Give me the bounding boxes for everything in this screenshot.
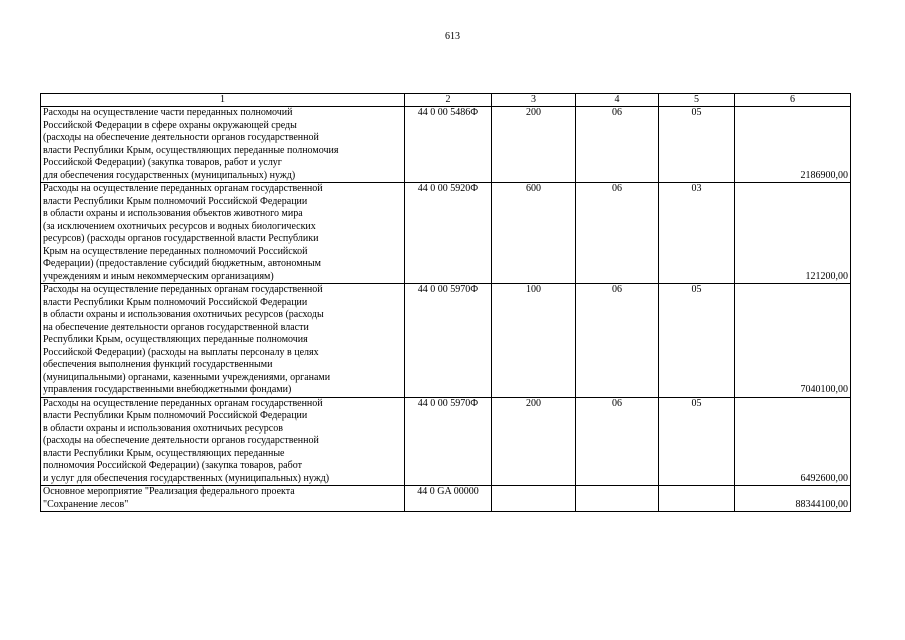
- row-description: [41, 486, 405, 512]
- description-line: для обеспечения государственных (муниципальных) нужд): [43, 169, 296, 181]
- description-line: и услуг для обеспечения государственных (муниципальных) нужд): [43, 472, 330, 484]
- row-code: 44 0 GA 00000: [405, 486, 492, 512]
- row-col5: 05: [659, 397, 735, 486]
- row-amount: 2186900,00: [735, 107, 851, 183]
- description-line: управления государственными внебюджетными фондами): [43, 384, 292, 395]
- row-description: [41, 284, 405, 398]
- description-line: Основное мероприятие "Реализация федерального проекта: [43, 486, 295, 497]
- table-row: [41, 284, 851, 398]
- description-line: Расходы на осуществление переданных органам государственной: [43, 397, 323, 409]
- description-line: Республики Крым, осуществляющих переданные полномочия: [43, 334, 308, 345]
- budget-table-body: [41, 94, 851, 512]
- description-line: Расходы на осуществление переданных органам государственной: [43, 183, 323, 194]
- row-col5: [659, 486, 735, 512]
- description-line: обеспечения выполнения функций государственными: [43, 359, 273, 370]
- description-line: "Сохранение лесов": [43, 498, 129, 510]
- description-line: (муниципальными) органами, казенными учреждениями, органами: [43, 371, 331, 383]
- table-row: [41, 486, 851, 512]
- row-col4: 06: [576, 397, 659, 486]
- row-amount: 7040100,00: [735, 284, 851, 398]
- description-line: Федерации) (предоставление субсидий бюджетным, автономным: [43, 258, 321, 269]
- description-line: ресурсов) (расходы органов государственной власти Республики: [43, 233, 319, 244]
- description-line: учреждениям и иным некоммерческим организациям): [43, 270, 274, 282]
- description-line: власти Республики Крым, осуществляющих переданные: [43, 447, 285, 459]
- description-line: Крым на осуществление переданных полномочий Российской: [43, 245, 308, 257]
- row-amount: 6492600,00: [735, 397, 851, 486]
- row-amount: 121200,00: [735, 183, 851, 284]
- row-col4: 06: [576, 284, 659, 398]
- row-code: 44 0 00 5920Ф: [405, 183, 492, 284]
- description-line: Расходы на осуществление части переданных полномочий: [43, 107, 293, 118]
- row-description: [41, 107, 405, 183]
- row-description: [41, 397, 405, 486]
- row-col4: 06: [576, 183, 659, 284]
- description-line: (расходы на обеспечение деятельности органов государственной: [43, 435, 319, 446]
- header-cell-4: 4: [576, 94, 659, 107]
- description-line: на обеспечение деятельности органов государственной власти: [43, 321, 309, 333]
- row-col3: [492, 486, 576, 512]
- description-line: власти Республики Крым, осуществляющих переданные полномочия: [43, 144, 339, 156]
- row-col4: [576, 486, 659, 512]
- row-description: [41, 183, 405, 284]
- budget-table: [40, 93, 851, 512]
- table-row: [41, 397, 851, 486]
- table-row: [41, 107, 851, 183]
- row-col3: 100: [492, 284, 576, 398]
- description-line: Расходы на осуществление переданных органам государственной: [43, 284, 323, 295]
- description-line: в области охраны и использования охотничьих ресурсов (расходы: [43, 309, 324, 320]
- row-col5: 03: [659, 183, 735, 284]
- description-line: Российской Федерации) (расходы на выплаты персоналу в целях: [43, 346, 319, 358]
- page-number: 613: [445, 31, 460, 42]
- description-line: Российской Федерации) (закупка товаров, работ и услуг: [43, 157, 282, 168]
- row-code: 44 0 00 5486Ф: [405, 107, 492, 183]
- row-col5: 05: [659, 284, 735, 398]
- row-col5: 05: [659, 107, 735, 183]
- row-code: 44 0 00 5970Ф: [405, 284, 492, 398]
- row-col4: 06: [576, 107, 659, 183]
- row-code: 44 0 00 5970Ф: [405, 397, 492, 486]
- description-line: власти Республики Крым полномочий Российской Федерации: [43, 410, 308, 421]
- row-col3: 200: [492, 107, 576, 183]
- header-cell-6: 6: [735, 94, 851, 107]
- header-cell-2: 2: [405, 94, 492, 107]
- description-line: (за исключением охотничьих ресурсов и водных биологических: [43, 220, 316, 232]
- row-col3: 200: [492, 397, 576, 486]
- header-cell-3: 3: [492, 94, 576, 107]
- table-row: [41, 183, 851, 284]
- description-line: в области охраны и использования охотничьих ресурсов: [43, 422, 283, 434]
- header-cell-1: 1: [41, 94, 405, 107]
- description-line: полномочия Российской Федерации) (закупка товаров, работ: [43, 460, 302, 471]
- row-amount: 88344100,00: [735, 486, 851, 512]
- row-col3: 600: [492, 183, 576, 284]
- description-line: в области охраны и использования объектов животного мира: [43, 208, 303, 219]
- header-cell-5: 5: [659, 94, 735, 107]
- description-line: Российской Федерации в сфере охраны окружающей среды: [43, 119, 297, 131]
- description-line: (расходы на обеспечение деятельности органов государственной: [43, 132, 319, 143]
- header-row: [41, 94, 851, 107]
- description-line: власти Республики Крым полномочий Российской Федерации: [43, 195, 308, 207]
- description-line: власти Республики Крым полномочий Российской Федерации: [43, 296, 308, 308]
